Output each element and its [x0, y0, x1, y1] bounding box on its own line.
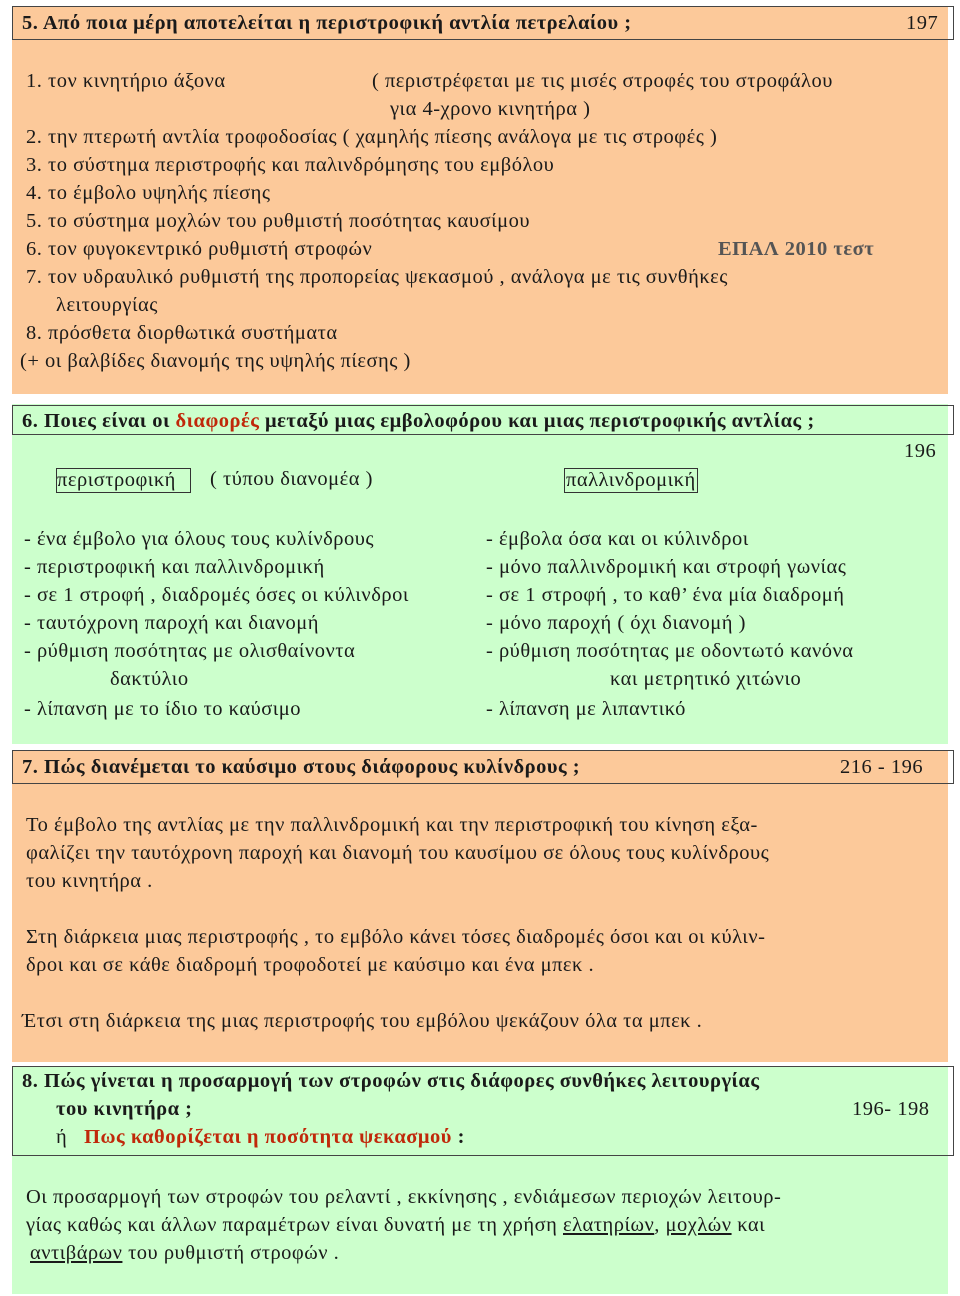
q7-paragraph-line: Έτσι στη διάρκεια της μιας περιστροφής του εμβόλου ψεκάζουν όλα τα μπεκ .: [22, 1010, 703, 1032]
q6-left-row: δακτύλιο: [110, 668, 189, 690]
q5-item-note: ( περιστρέφεται με τις μισές στροφές του στροφάλου: [372, 70, 833, 92]
q7-paragraph-line: δροι και σε κάθε διαδρομή τροφοδοτεί με καύσιμο και ένα μπεκ .: [26, 954, 595, 976]
q7-paragraph-line: Στη διάρκεια μιας περιστροφής , το εμβόλο κάνει τόσες διαδρομές όσοι και οι κύλιν-: [26, 926, 766, 948]
q6-left-row: - σε 1 στροφή , διαδρομές όσες οι κύλινδροι: [24, 584, 409, 606]
q5-item-note: για 4-χρονο κινητήρα ): [390, 98, 591, 120]
q5-item: 7. τον υδραυλικό ρυθμιστή της προπορείας ψεκασμού , ανάλογα με τις συνθήκες: [26, 266, 728, 288]
q6-right-row: - μόνο παλλινδρομική και στροφή γωνίας: [486, 556, 847, 578]
q8-answer-line: Οι προσαρμογή των στροφών του ρελαντί , εκκίνησης , ενδιάμεσων περιοχών λειτουρ-: [26, 1186, 782, 1208]
q6-left-row: - ένα έμβολο για όλους τους κυλίνδρους: [24, 528, 375, 550]
q5-item: (+ οι βαλβίδες διανομής της υψηλής πίεσης ): [20, 350, 411, 372]
q7-paragraph-line: Το έμβολο της αντλίας με την παλλινδρομική και την περιστροφική του κίνηση εξα-: [26, 814, 758, 836]
q6-right-row: και μετρητικό χιτώνιο: [610, 668, 802, 690]
q5-item: 3. το σύστημα περιστροφής και παλινδρόμησης του εμβόλου: [26, 154, 555, 176]
q6-col-left-sub: ( τύπου διανομέα ): [210, 468, 373, 490]
q5-page: 197: [906, 12, 939, 34]
q6-right-row: - ρύθμιση ποσότητας με οδοντωτό κανόνα: [486, 640, 854, 662]
q6-left-row: - λίπανση με το ίδιο το καύσιμο: [24, 698, 302, 720]
q5-item: 6. τον φυγοκεντρικό ρυθμιστή στροφών: [26, 238, 373, 260]
q8-answer-line: γίας καθώς και άλλων παραμέτρων είναι δυνατή με τη χρήση ελατηρίων, μοχλών και: [26, 1214, 766, 1236]
q5-item: 1. τον κινητήριο άξονα: [26, 70, 226, 92]
q6-col-left-head: περιστροφική: [56, 468, 191, 493]
q6-right-row: - μόνο παροχή ( όχι διανομή ): [486, 612, 746, 634]
q5-item: λειτουργίας: [56, 294, 158, 316]
q6-title-highlight: διαφορές: [175, 410, 260, 432]
q5-item: 4. το έμβολο υψηλής πίεσης: [26, 182, 271, 204]
q7-title: 7. Πώς διανέμεται το καύσιμο στους διάφορους κυλίνδρους ;: [22, 756, 581, 778]
q8-page: 196- 198: [852, 1098, 930, 1120]
q6-left-row: - ρύθμιση ποσότητας με ολισθαίνοντα: [24, 640, 356, 662]
q6-page: 196: [904, 440, 937, 462]
q5-title: 5. Από ποια μέρη αποτελείται η περιστροφική αντλία πετρελαίου ;: [22, 12, 632, 34]
q6-right-row: - έμβολα όσα και οι κύλινδροι: [486, 528, 749, 550]
q5-item: 8. πρόσθετα διορθωτικά συστήματα: [26, 322, 338, 344]
q8-answer-line: αντιβάρων του ρυθμιστή στροφών .: [30, 1242, 340, 1264]
q5-item: 5. το σύστημα μοχλών του ρυθμιστή ποσότητας καυσίμου: [26, 210, 531, 232]
q6-left-row: - ταυτόχρονη παροχή και διανομή: [24, 612, 319, 634]
q7-page: 216 - 196: [840, 756, 924, 778]
q8-alt-highlight: Πως καθορίζεται η ποσότητα ψεκασμού: [84, 1126, 452, 1148]
q6-right-row: - λίπανση με λιπαντικό: [486, 698, 686, 720]
q6-col-right-head: παλλινδρομική: [566, 469, 696, 491]
q8-alt-title: ή Πως καθορίζεται η ποσότητα ψεκασμού :: [56, 1126, 465, 1148]
q6-title: 6. Ποιες είναι οι διαφορές μεταξύ μιας εμβολοφόρου και μιας περιστροφικής αντλίας ;: [22, 410, 815, 432]
q6-right-row: - σε 1 στροφή , το καθ’ ένα μία διαδρομή: [486, 584, 845, 606]
q6-left-row: - περιστροφική και παλλινδρομική: [24, 556, 325, 578]
q7-paragraph-line: του κινητήρα .: [26, 870, 153, 892]
q8-title: 8. Πώς γίνεται η προσαρμογή των στροφών στις διάφορες συνθήκες λειτουργίας: [22, 1070, 760, 1092]
q7-paragraph-line: φαλίζει την ταυτόχρονη παροχή και διανομή του καυσίμου σε όλους τους κυλίνδρους: [26, 842, 770, 864]
q8-title-cont: του κινητήρα ;: [56, 1098, 193, 1120]
exam-note: ΕΠΑΛ 2010 τεστ: [718, 238, 875, 260]
q5-item: 2. την πτερωτή αντλία τροφοδοσίας ( χαμηλής πίεσης ανάλογα με τις στροφές ): [26, 126, 718, 148]
